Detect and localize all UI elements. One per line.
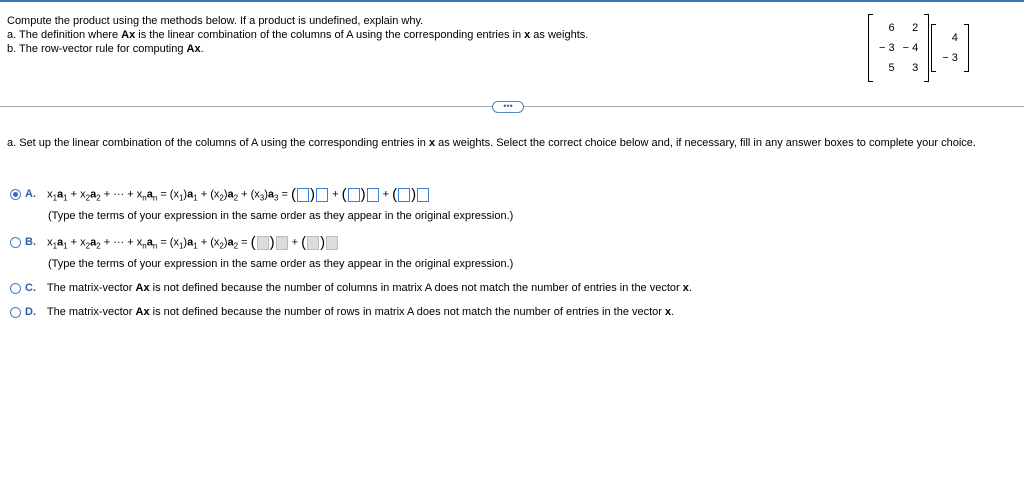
- expression-a: $x_1a_1 + x_2a_2$ + ··· + $x_na_n = (x_1)a_1 + (x_2)a_2 + (x_3)a_3$ = ( ) + ( ) + ( ): [47, 186, 430, 203]
- choice-a[interactable]: A. $x_1a_1 + x_2a_2$ + ··· + $x_na_n = (x_1)a_1 + (x_2)a_2 + (x_3)a_3$ = ( ) + ( ) + ( ): [10, 186, 430, 203]
- note-b: (Type the terms of your expression in the same order as they appear in the original expression.): [48, 258, 514, 270]
- matrix-a: 6 2 − 3 − 4 5 3: [868, 14, 929, 82]
- answer-box-disabled: [276, 236, 288, 250]
- note-a: (Type the terms of your expression in the same order as they appear in the original expression.): [48, 210, 514, 222]
- choice-d-text: The matrix-vector Ax is not defined because the number of rows in matrix A does not match the number of entries in the vector x.: [46, 306, 675, 318]
- expand-button[interactable]: •••: [492, 101, 524, 113]
- choice-b[interactable]: B. $x_1a_1 + x_2a_2$ + ··· + $x_na_n = (x_1)a_1 + (x_2)a_2$ = ( ) + ( ): [10, 234, 339, 251]
- answer-box-disabled: [307, 236, 319, 250]
- answer-box[interactable]: [316, 188, 328, 202]
- prompt-line-1: Compute the product using the methods below. If a product is undefined, explain why.: [7, 15, 424, 27]
- answer-box[interactable]: [297, 188, 309, 202]
- choice-c[interactable]: C. The matrix-vector Ax is not defined because the number of columns in matrix A does not match the number of entries in the vector x.: [10, 282, 692, 294]
- problem-statement: [7, 14, 588, 56]
- answer-box-disabled: [326, 236, 338, 250]
- answer-box[interactable]: [348, 188, 360, 202]
- choice-d[interactable]: D. The matrix-vector Ax is not defined because the number of rows in matrix A does not match the number of entries in the vector x.: [10, 306, 674, 318]
- radio-c[interactable]: [10, 283, 21, 294]
- radio-a[interactable]: [10, 189, 21, 200]
- prompt-line-3: b. The row-vector rule for computing Ax.: [7, 43, 204, 55]
- answer-box[interactable]: [367, 188, 379, 202]
- answer-box[interactable]: [417, 188, 429, 202]
- answer-box[interactable]: [398, 188, 410, 202]
- radio-b[interactable]: [10, 237, 21, 248]
- matrix-product: [868, 14, 969, 82]
- answer-box-disabled: [257, 236, 269, 250]
- radio-d[interactable]: [10, 307, 21, 318]
- question-text: a. Set up the linear combination of the columns of A using the corresponding entries in x as weights. Select the correct choice below and, if necessary, fill in any answer boxes to complete your choice.: [7, 137, 976, 149]
- vector-x: 4 − 3: [931, 24, 969, 72]
- expression-b: $x_1a_1 + x_2a_2$ + ··· + $x_na_n = (x_1)a_1 + (x_2)a_2$ = ( ) + ( ): [47, 234, 339, 251]
- prompt-line-2: a. The definition where Ax is the linear combination of the columns of A using the corresponding entries in x as weights.: [7, 29, 589, 41]
- choice-c-text: The matrix-vector Ax is not defined because the number of columns in matrix A does not match the number of entries in the vector x.: [46, 282, 692, 294]
